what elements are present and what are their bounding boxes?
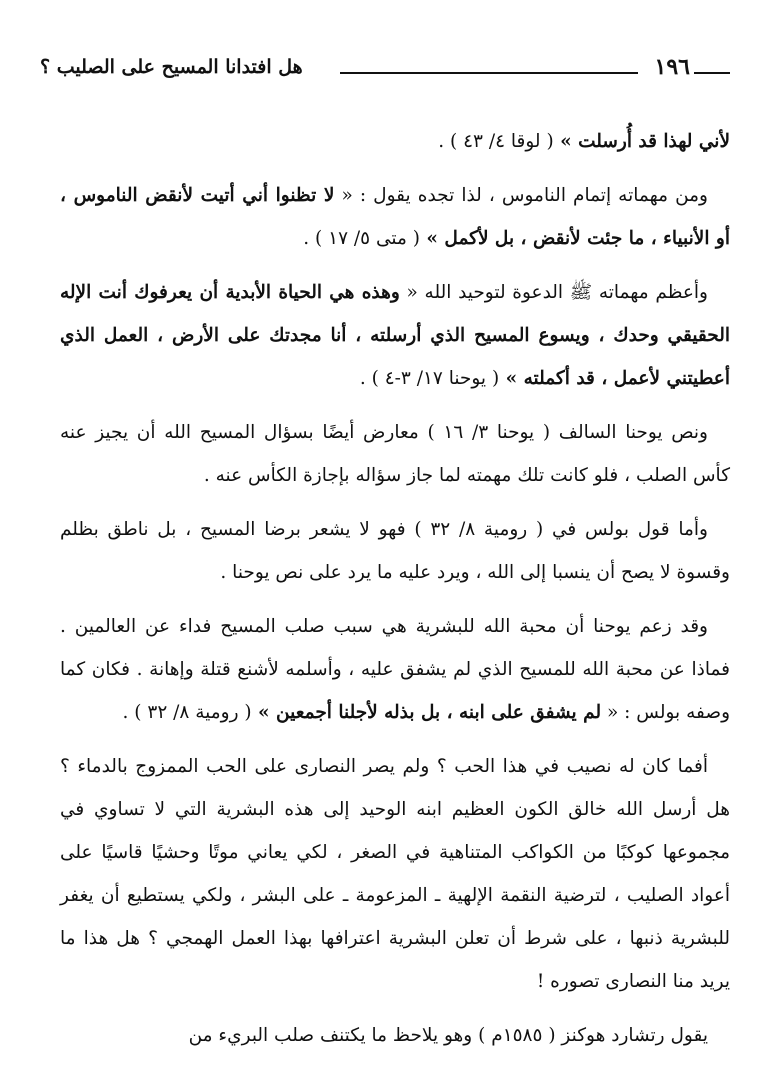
header-rule bbox=[340, 72, 638, 74]
body-text: أفما كان له نصيب في هذا الحب ؟ ولم يصر النصارى على الحب الممزوج بالدماء ؟ هل أرسل الله خالق الكون العظيم ابنه الوحيد إلى هذه البشرية التي لا تساوي في مجموعها كوكبًا من الكواكب المتناهية في الصغر ، لكي يعاني موتًا وحشيًا قاسيًا على أعواد الصليب ، لترضية النقمة الإلهية ـ المزعومة ـ على البشر ، ولكي يستطيع أن يغفر للبشرية ذنبها ، على شرط أن تعلن البشرية اعترافها بهذا العمل الهمجي ؟ هل هذا ما يريد منا النصارى تصوره ! bbox=[60, 756, 730, 992]
paragraph bbox=[60, 120, 730, 163]
citation-text: ( يوحنا ١٧/ ٣-٤ ) . bbox=[359, 368, 500, 389]
quote-text: لا تظنوا أني أتيت لأنقض الناموس ، أو الأنبياء ، ما جئت لأنقض ، بل لأكمل » bbox=[60, 185, 730, 249]
paragraph bbox=[60, 508, 730, 594]
body-text: وقد زعم يوحنا أن محبة الله للبشرية هي سبب صلب المسيح فداء عن العالمين . فماذا عن محبة الله للمسيح الذي لم يشفق عليه ، وأسلمه لأشنع قتلة وإهانة . فكان كما وصفه بولس : « bbox=[60, 616, 730, 723]
paragraph bbox=[60, 745, 730, 1003]
page-number: ١٩٦ bbox=[654, 54, 690, 80]
citation-text: ( لوقا ٤/ ٤٣ ) . bbox=[438, 131, 554, 152]
quote-text: لم يشفق على ابنه ، بل بذله لأجلنا أجمعين » bbox=[251, 702, 602, 723]
paragraph bbox=[60, 411, 730, 497]
paragraph bbox=[60, 174, 730, 260]
citation-text: ( رومية ٨/ ٣٢ ) . bbox=[122, 702, 252, 723]
paragraph bbox=[60, 605, 730, 734]
page-body bbox=[60, 120, 730, 1057]
quote-text: لأني لهذا قد أُرسلت » bbox=[553, 131, 730, 152]
header-rule-right bbox=[694, 72, 730, 74]
quote-text: وهذه هي الحياة الأبدية أن يعرفوك أنت الإله الحقيقي وحدك ، ويسوع المسيح الذي أرسلته ، أنا مجدتك على الأرض ، العمل الذي أعطيتني لأعمل ، قد أكملته » bbox=[60, 282, 730, 389]
body-text: يقول رتشارد هوكنز ( ١٥٨٥م ) وهو يلاحظ ما يكتنف صلب البريء من bbox=[188, 1025, 708, 1046]
running-title: هل افتدانا المسيح على الصليب ؟ bbox=[40, 56, 303, 78]
body-text: وأعظم مهماته ﷺ الدعوة لتوحيد الله « bbox=[399, 282, 708, 303]
page-header bbox=[40, 48, 730, 88]
citation-text: ( متى ٥/ ١٧ ) . bbox=[303, 228, 420, 249]
body-text: ونص يوحنا السالف ( يوحنا ٣/ ١٦ ) معارض أيضًا بسؤال المسيح الله أن يجيز عنه كأس الصلب ، فلو كانت تلك مهمته لما جاز سؤاله بإجازة الكأس عنه . bbox=[60, 422, 730, 486]
paragraph bbox=[60, 1014, 730, 1057]
body-text: وأما قول بولس في ( رومية ٨/ ٣٢ ) فهو لا يشعر برضا المسيح ، بل ناطق بظلم وقسوة لا يصح أن ينسبا إلى الله ، ويرد عليه ما يرد على نص يوحنا . bbox=[60, 519, 730, 583]
body-text: ومن مهماته إتمام الناموس ، لذا تجده يقول : « bbox=[334, 185, 708, 206]
paragraph bbox=[60, 271, 730, 400]
